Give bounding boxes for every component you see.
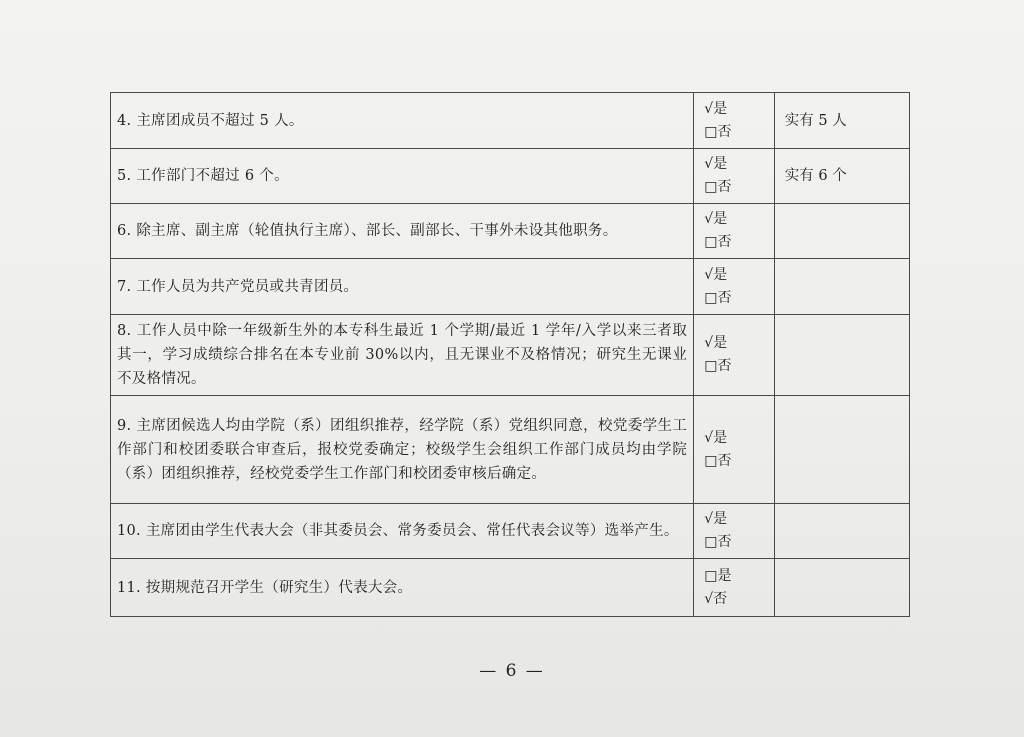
option-cell <box>694 259 775 315</box>
note-cell <box>774 204 909 259</box>
requirement-cell: 10. 主席团由学生代表大会（非其委员会、常务委员会、常任代表会议等）选举产生。 <box>111 504 694 559</box>
option-cell <box>694 204 775 259</box>
option-cell <box>694 504 775 559</box>
option-cell <box>694 93 775 149</box>
table-row <box>111 93 910 149</box>
requirement-cell: 11. 按期规范召开学生（研究生）代表大会。 <box>111 559 694 617</box>
no-option: □否 <box>704 123 732 140</box>
no-option: □否 <box>704 289 732 306</box>
yes-option: √是 <box>704 335 728 351</box>
table-row <box>111 204 910 259</box>
table-row <box>111 504 910 559</box>
no-option: √否 <box>704 590 728 607</box>
no-option: □否 <box>704 452 732 469</box>
table-row <box>111 149 910 204</box>
option-cell <box>694 149 775 204</box>
note-cell <box>774 504 909 559</box>
no-option: □否 <box>704 234 732 250</box>
option-cell <box>694 315 775 396</box>
no-option: □否 <box>704 179 732 195</box>
requirement-cell: 6. 除主席、副主席（轮值执行主席）、部长、副部长、干事外未设其他职务。 <box>111 204 694 259</box>
note-cell <box>774 259 909 315</box>
yes-option: √是 <box>704 211 728 227</box>
yes-option: √是 <box>704 429 728 446</box>
table-row <box>111 559 910 617</box>
note-cell: 实有 5 人 <box>774 93 909 149</box>
yes-option: √是 <box>704 156 728 172</box>
note-cell <box>774 315 909 396</box>
requirement-cell: 7. 工作人员为共产党员或共青团员。 <box>111 259 694 315</box>
table-row <box>111 396 910 504</box>
requirement-cell: 8. 工作人员中除一年级新生外的本专科生最近 1 个学期/最近 1 学年/入学以来三者取其一，学习成绩综合排名在本专业前 30%以内，且无课业不及格情况；研究生无课业不及格情况。 <box>111 315 694 396</box>
page-number: — 6 — <box>479 661 545 681</box>
table-row <box>111 315 910 396</box>
note-cell <box>774 559 909 617</box>
note-cell: 实有 6 个 <box>774 149 909 204</box>
yes-option: √是 <box>704 100 728 117</box>
checklist-table <box>110 92 910 617</box>
note-cell <box>774 396 909 504</box>
option-cell <box>694 559 775 617</box>
yes-option: √是 <box>704 266 728 283</box>
requirement-cell: 4. 主席团成员不超过 5 人。 <box>111 93 694 149</box>
no-option: □否 <box>704 358 732 374</box>
no-option: □否 <box>704 534 732 550</box>
table-row <box>111 259 910 315</box>
requirement-cell: 5. 工作部门不超过 6 个。 <box>111 149 694 204</box>
yes-option: √是 <box>704 511 728 527</box>
yes-option: □是 <box>704 567 732 584</box>
requirement-cell: 9. 主席团候选人均由学院（系）团组织推荐，经学院（系）党组织同意，校党委学生工作部门和校团委联合审查后，报校党委确定；校级学生会组织工作部门成员均由学院（系）团组织推荐，经校党委学生工作部门和校团委审核后确定。 <box>111 396 694 504</box>
option-cell <box>694 396 775 504</box>
